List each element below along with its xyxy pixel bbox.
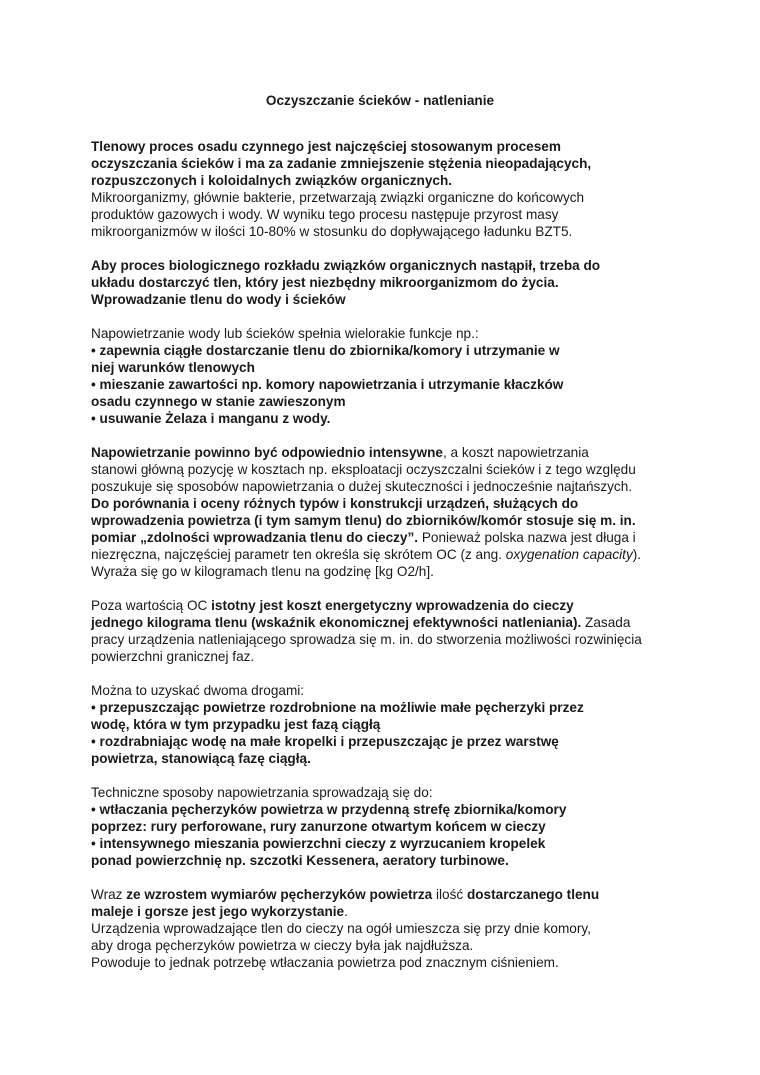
text-line: Aby proces biologicznego rozkładu związków organicznych nastąpił, trzeba do (91, 258, 601, 273)
text-line: powierzchni granicznej faz. (91, 649, 255, 664)
text-run: niezręczna, najczęściej parametr ten określa się skrótem OC (z ang. (91, 547, 506, 562)
text-line (91, 597, 681, 614)
text-line: Tlenowy proces osadu czynnego jest najczęściej stosowanym procesem (91, 139, 561, 154)
text-line: Mikroorganizmy, głównie bakterie, przetwarzają związki organiczne do końcowych (91, 190, 585, 205)
bold-run: jednego kilograma tlenu (wskaźnik ekonomicznej efektywności natleniania). (91, 615, 582, 630)
text-line: Techniczne sposoby napowietrzania sprowadzają się do: (91, 785, 433, 800)
bold-run: dostarczanego tlenu (466, 887, 600, 902)
italic-run: oxygenation capacity (505, 547, 633, 562)
paragraph-two-ways (91, 682, 681, 767)
text-line: Powoduje to jednak potrzebę wtłaczania powietrza pod znacznym ciśnieniem. (91, 955, 559, 970)
bullet-item-continued: ponad powierzchnię np. szczotki Kessenera, aeratory turbinowe. (91, 853, 509, 868)
text-run: , a koszt napowietrzania (442, 445, 589, 460)
paragraph-intensity (91, 444, 681, 580)
text-run: . (344, 904, 348, 919)
bullet-item: • wtłaczania pęcherzyków powietrza w przydenną strefę zbiornika/komory (91, 802, 567, 817)
text-line (91, 546, 681, 563)
paragraph-energy-cost (91, 597, 681, 665)
text-line (91, 529, 681, 546)
text-run: Poza wartością OC (91, 598, 212, 613)
paragraph-intro (91, 138, 681, 240)
bold-run: Napowietrzanie powinno być odpowiednio intensywne (91, 445, 443, 460)
text-line: Wyraża się go w kilogramach tlenu na godzinę [kg O2/h]. (91, 564, 434, 579)
text-line: układu dostarczyć tlen, który jest niezbędny mikroorganizmom do życia. (91, 275, 559, 290)
bullet-item: • intensywnego mieszania powierzchni cieczy z wyrzucaniem kropelek (91, 836, 546, 851)
text-line (91, 444, 681, 461)
text-line: wprowadzenia powietrza (i tym samym tlenu) do zbiorników/komór stosuje się m. in. (91, 513, 636, 528)
text-line (91, 614, 681, 631)
document-title: Oczyszczanie ścieków - natlenianie (265, 93, 495, 108)
bullet-item: • przepuszczając powietrze rozdrobnione na możliwie małe pęcherzyki przez (91, 700, 584, 715)
text-run: ilość (432, 887, 467, 902)
bold-run: ze wzrostem wymiarów pęcherzyków powietrza (126, 887, 433, 902)
text-run: Wraz (91, 887, 127, 902)
text-line: rozpuszczonych i koloidalnych związków organicznych. (91, 173, 453, 188)
bold-run: istotny jest koszt energetyczny wprowadzenia do cieczy (211, 598, 574, 613)
text-line: Do porównania i oceny różnych typów i konstrukcji urządzeń, służących do (91, 496, 579, 511)
text-line: Można to uzyskać dwoma drogami: (91, 683, 305, 698)
paragraph-oxygen (91, 257, 681, 308)
text-run: Ponieważ polska nazwa jest długa i (418, 530, 636, 545)
text-line: aby droga pęcherzyków powietrza w cieczy była jak najdłuższa. (91, 938, 474, 953)
text-line: pracy urządzenia natleniającego sprowadza się m. in. do stworzenia możliwości rozwinięcia (91, 632, 642, 647)
bullet-item: • mieszanie zawartości np. komory napowietrzania i utrzymanie kłaczków (91, 377, 564, 392)
bold-run: maleje i gorsze jest jego wykorzystanie (91, 904, 345, 919)
bullet-item-continued: poprzez: rury perforowane, rury zanurzone otwartym końcem w cieczy (91, 819, 546, 834)
paragraph-aeration-functions (91, 325, 681, 427)
bold-run: pomiar „zdolności wprowadzania tlenu do cieczy”. (91, 530, 419, 545)
paragraph-bubble-size (91, 886, 681, 971)
text-line: Napowietrzanie wody lub ścieków spełnia wielorakie funkcje np.: (91, 326, 479, 341)
text-line: produktów gazowych i wody. W wyniku tego procesu następuje przyrost masy (91, 207, 559, 222)
text-line: oczyszczania ścieków i ma za zadanie zmniejszenie stężenia nieopadających, (91, 156, 592, 171)
bullet-item-continued: powietrza, stanowiącą fazę ciągłą. (91, 751, 311, 766)
text-line: Urządzenia wprowadzające tlen do cieczy na ogół umieszcza się przy dnie komory, (91, 921, 591, 936)
bullet-item-continued: wodę, która w tym przypadku jest fazą ciągłą (91, 717, 381, 732)
text-line: poszukuje się sposobów napowietrzania o dużej skuteczności i jednocześnie najtańszych. (91, 479, 633, 494)
text-run: ). (632, 547, 642, 562)
text-line (91, 886, 681, 903)
text-line: Wprowadzanie tlenu do wody i ścieków (91, 292, 346, 307)
paragraph-technical-methods (91, 784, 681, 869)
text-line (91, 903, 681, 920)
document-body (91, 138, 681, 971)
bullet-item-continued: niej warunków tlenowych (91, 360, 255, 375)
bullet-item: • zapewnia ciągłe dostarczanie tlenu do zbiornika/komory i utrzymanie w (91, 343, 560, 358)
bullet-item-continued: osadu czynnego w stanie zawieszonym (91, 394, 346, 409)
text-line: mikroorganizmów w ilości 10-80% w stosunku do dopływającego ładunku BZT5. (91, 224, 573, 239)
bullet-item: • rozdrabniając wodę na małe kropelki i przepuszczając je przez warstwę (91, 734, 559, 749)
text-line: stanowi główną pozycję w kosztach np. eksploatacji oczyszczalni ścieków i z tego względu (91, 462, 636, 477)
text-run: Zasada (581, 615, 631, 630)
bullet-item: • usuwanie Żelaza i manganu z wody. (91, 411, 331, 426)
